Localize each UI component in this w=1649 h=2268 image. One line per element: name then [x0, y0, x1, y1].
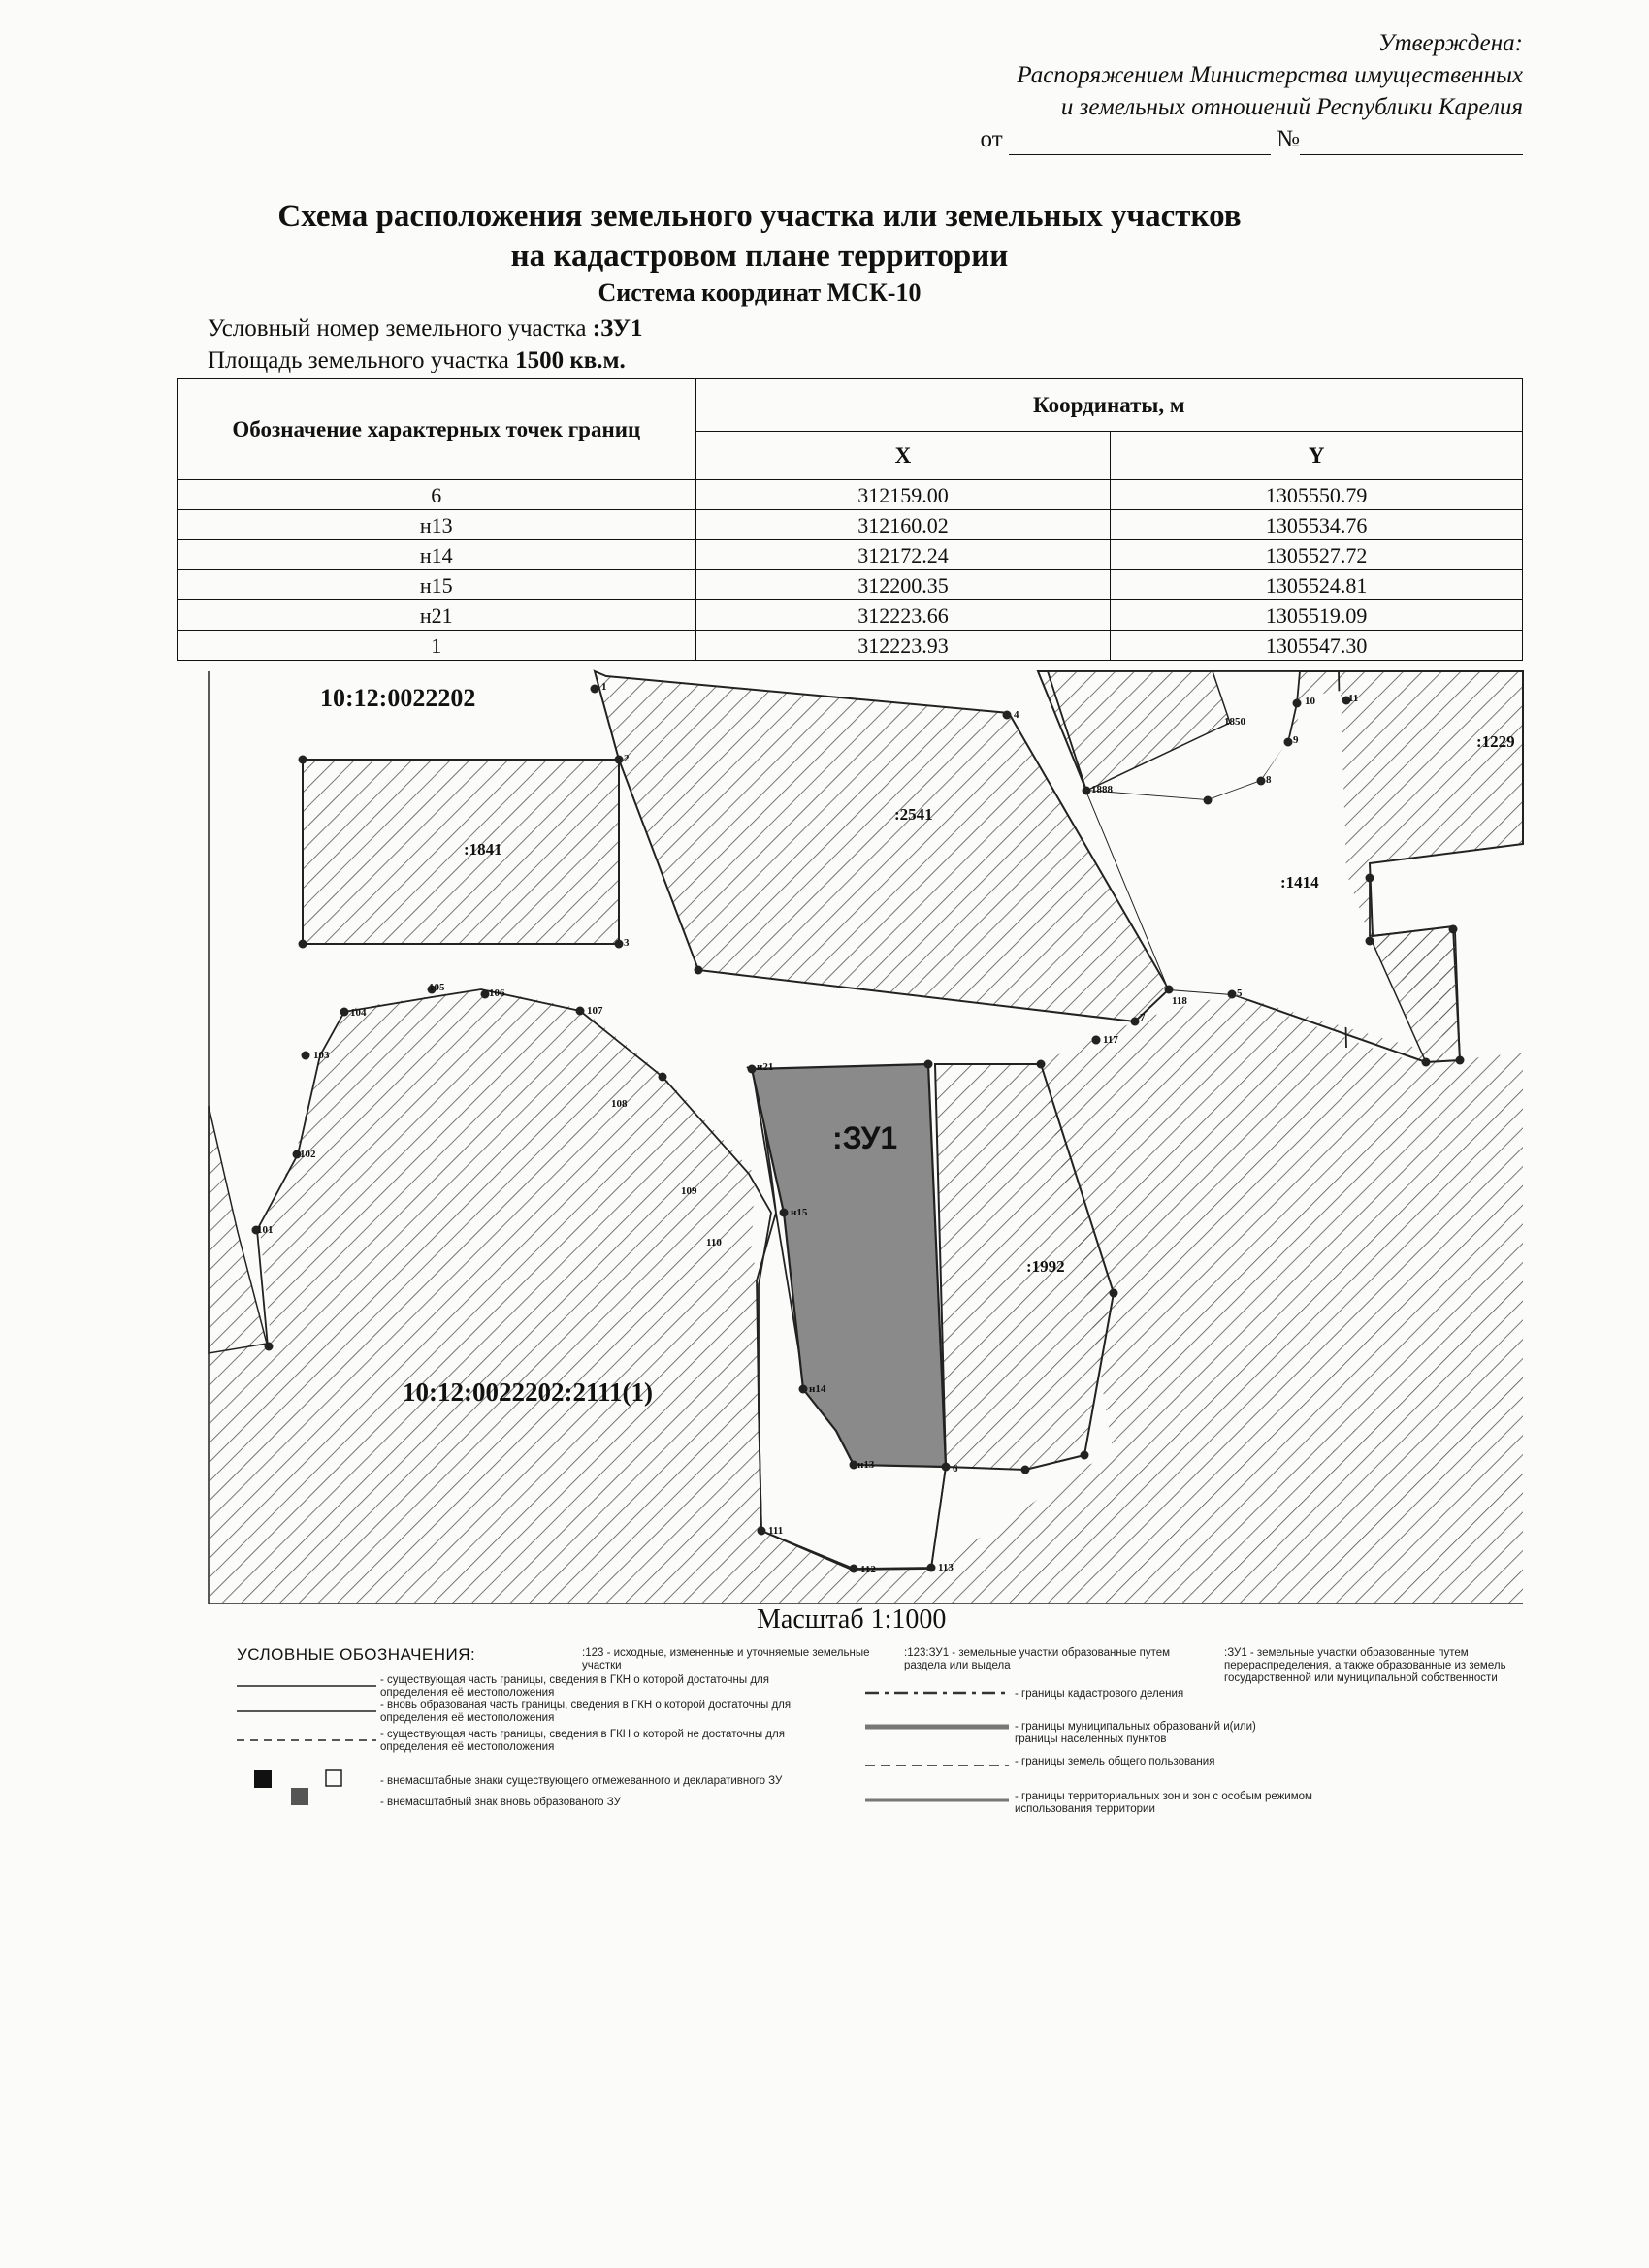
cell-x: 312160.02 [695, 510, 1111, 540]
header-x: X [695, 432, 1111, 480]
approval-line-2: Распоряжением Министерства имущественных [1017, 62, 1523, 88]
parcel-number-value: :ЗУ1 [592, 315, 643, 341]
point-label: 111 [768, 1525, 784, 1537]
header-coords: Координаты, м [695, 379, 1522, 432]
cell-point: н21 [178, 600, 696, 631]
point-label: 1888 [1091, 784, 1113, 795]
point-label: 4 [1014, 709, 1019, 721]
cell-point: н15 [178, 570, 696, 600]
header-points: Обозначение характерных точек границ [178, 379, 696, 480]
point-label: 118 [1172, 995, 1187, 1007]
point-label: 7 [1140, 1012, 1146, 1023]
legend-item-5: - внемасштабный знак вновь образованого ЗУ [380, 1797, 621, 1808]
point-label: н13 [857, 1459, 875, 1471]
point-label: 108 [611, 1098, 628, 1110]
cell-x: 312200.35 [695, 570, 1111, 600]
point-label: 5 [1237, 988, 1243, 999]
point-label: 11 [1348, 693, 1359, 704]
legend-right-2: - границы муниципальных образований и(или) границы населенных пунктов [1015, 1721, 1256, 1745]
point-label: 104 [350, 1007, 367, 1019]
point-label: 110 [706, 1237, 722, 1248]
point-label: 107 [587, 1005, 603, 1017]
point-label: 101 [257, 1224, 274, 1236]
parcel-label-1414: :1414 [1280, 873, 1319, 891]
legend-right-4: - границы территориальных зон и зон с особым режимом использования территории [1015, 1791, 1312, 1815]
point-label: н21 [757, 1061, 774, 1073]
cell-y: 1305524.81 [1111, 570, 1523, 600]
point-label: н14 [809, 1383, 826, 1395]
legend-title: УСЛОВНЫЕ ОБОЗНАЧЕНИЯ: [237, 1645, 476, 1664]
point-label: 2 [624, 753, 630, 764]
cell-point: 6 [178, 480, 696, 510]
point-label: 109 [681, 1185, 697, 1197]
cell-x: 312159.00 [695, 480, 1111, 510]
parcel-1841 [303, 760, 619, 944]
cell-y: 1305519.09 [1111, 600, 1523, 631]
point-label: 103 [313, 1050, 330, 1061]
new-parcel-label: :ЗУ1 [832, 1120, 898, 1155]
parcel-area-value: 1500 кв.м. [515, 347, 626, 373]
point-label: 6 [953, 1463, 958, 1474]
cell-x: 312223.66 [695, 600, 1111, 631]
approval-number-label: № [1277, 126, 1300, 152]
parcel-number-label: Условный номер земельного участка [208, 315, 593, 341]
point-label: н15 [791, 1207, 808, 1218]
point-label: 1 [601, 681, 607, 693]
title-line-2: на кадастровом плане территории [510, 239, 1009, 274]
point-label: 8 [1266, 774, 1272, 786]
legend-symbol-existing-filled [254, 1770, 272, 1788]
cell-point: н14 [178, 540, 696, 570]
coord-system: Система координат МСК-10 [598, 278, 922, 307]
cell-x: 312172.24 [695, 540, 1111, 570]
cell-point: 1 [178, 631, 696, 661]
point-label: 106 [489, 988, 505, 999]
cell-y: 1305534.76 [1111, 510, 1523, 540]
legend-col2: :123 - исходные, измененные и уточняемые земельные участки [582, 1647, 870, 1671]
parent-parcel-label: 10:12:0022202:2111(1) [403, 1377, 653, 1407]
legend-right-3: - границы земель общего пользования [1015, 1756, 1215, 1767]
point-label: 3 [624, 937, 630, 949]
legend-item-4: - внемасштабные знаки существующего отмежеванного и декларативного ЗУ [380, 1775, 783, 1787]
parcel-label-2541: :2541 [894, 805, 933, 824]
header-y: Y [1111, 432, 1523, 480]
legend-symbol-new [291, 1788, 308, 1805]
block-label: 10:12:0022202 [320, 684, 476, 712]
parcel-label-1229: :1229 [1476, 732, 1515, 751]
legend-item-1: - существующая часть границы, сведения в ГКН о которой достаточны для определения её местоположения [380, 1674, 769, 1699]
approval-line-3: и земельных отношений Республики Карелия [1060, 94, 1523, 120]
point-label: 10 [1305, 696, 1315, 707]
parcel-label-1841: :1841 [464, 840, 502, 859]
cell-point: н13 [178, 510, 696, 540]
map-scale: Масштаб 1:1000 [757, 1604, 947, 1635]
cell-y: 1305547.30 [1111, 631, 1523, 661]
parcel-label-1992: :1992 [1026, 1257, 1065, 1276]
cell-x: 312223.93 [695, 631, 1111, 661]
legend-symbol-declarative [326, 1770, 341, 1786]
legend-item-3: - существующая часть границы, сведения в ГКН о которой не достаточны для определения её местоположения [380, 1729, 785, 1753]
approval-from-label: от [980, 126, 1003, 152]
point-label: 117 [1103, 1034, 1118, 1046]
cell-y: 1305550.79 [1111, 480, 1523, 510]
point-label: 112 [860, 1564, 876, 1575]
legend-right-1: - границы кадастрового деления [1015, 1688, 1184, 1700]
point-label: 102 [300, 1149, 316, 1160]
point-label: 9 [1293, 734, 1299, 746]
point-label: 1850 [1224, 716, 1245, 728]
legend-item-2: - вновь образованая часть границы, сведения в ГКН о которой достаточны для определения её местоположения [380, 1700, 792, 1724]
title-line-1: Схема расположения земельного участка или земельных участков [277, 199, 1242, 234]
cell-y: 1305527.72 [1111, 540, 1523, 570]
point-label: 105 [429, 982, 445, 993]
approval-heading: Утверждена: [1377, 30, 1523, 56]
legend-col3: :123:ЗУ1 - земельные участки образованные путем раздела или выдела [904, 1647, 1171, 1671]
point-label: 113 [938, 1562, 954, 1573]
legend-col4: :ЗУ1 - земельные участки образованные путем перераспределения, а также образованные из земель государственной или муниципальной собственности [1224, 1647, 1506, 1684]
parcel-area-label: Площадь земельного участка [208, 347, 516, 373]
